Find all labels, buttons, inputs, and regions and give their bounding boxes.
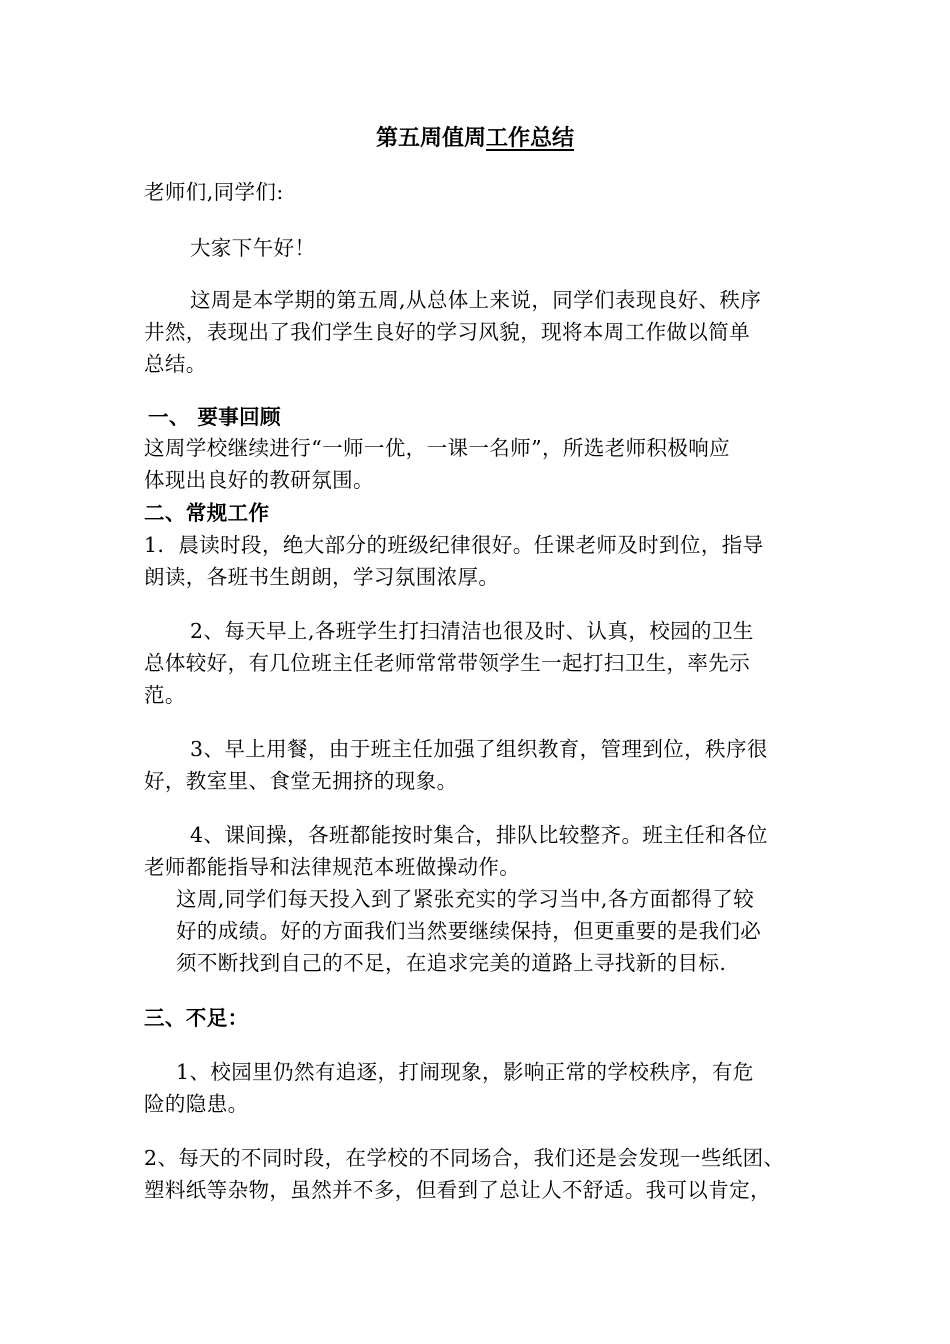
section-2-item-3-line-2: 好，教室里、食堂无拥挤的现象。 — [144, 769, 458, 793]
salutation: 老师们,同学们: — [144, 180, 284, 204]
section-3-heading: 三、不足： — [144, 1006, 249, 1030]
section-2-item-2-line-2: 总体较好，有几位班主任老师常常带领学生一起打扫卫生，率先示 — [144, 651, 751, 675]
section-1-line-1: 这周学校继续进行“一师一优，一课一名师”，所选老师积极响应 — [144, 436, 731, 460]
section-1-heading: 一、 要事回顾 — [148, 405, 281, 429]
intro-line-1: 这周是本学期的第五周,从总体上来说，同学们表现良好、秩序 — [190, 288, 762, 312]
section-3-item-2-line-2: 塑料纸等杂物，虽然并不多，但看到了总让人不舒适。我可以肯定， — [144, 1178, 771, 1202]
intro-line-3: 总结。 — [144, 352, 207, 376]
section-2-summary-line-3: 须不断找到自己的不足，在追求完美的道路上寻找新的目标. — [176, 951, 727, 975]
section-1-line-2: 体现出良好的教研氛围。 — [144, 468, 374, 492]
section-2-item-2-line-1: 2、每天早上,各班学生打扫清洁也很及时、认真，校园的卫生 — [190, 619, 754, 643]
section-2-item-4-line-1: 4、课间操，各班都能按时集合，排队比较整齐。班主任和各位 — [190, 823, 768, 847]
section-2-item-1-line-1: 1．晨读时段，绝大部分的班级纪律很好。任课老师及时到位，指导 — [144, 533, 764, 557]
section-2-summary-line-2: 好的成绩。好的方面我们当然要继续保持，但更重要的是我们必 — [176, 919, 762, 943]
section-2-heading: 二、常规工作 — [144, 501, 270, 525]
section-2-summary-line-1: 这周,同学们每天投入到了紧张充实的学习当中,各方面都得了较 — [176, 887, 755, 911]
title-main: 第五周值周 — [375, 126, 486, 151]
section-2-item-3-line-1: 3、早上用餐，由于班主任加强了组织教育，管理到位，秩序很 — [190, 737, 768, 761]
intro-line-2: 井然，表现出了我们学生良好的学习风貌，现将本周工作做以简单 — [144, 320, 751, 344]
document-title — [0, 124, 950, 154]
section-3-item-2-line-1: 2、每天的不同时段，在学校的不同场合，我们还是会发现一些纸团、 — [144, 1146, 785, 1170]
section-3-item-1-line-1: 1、校园里仍然有追逐，打闹现象，影响正常的学校秩序，有危 — [176, 1060, 754, 1084]
section-2-item-4-line-2: 老师都能指导和法律规范本班做操动作。 — [144, 855, 521, 879]
section-3-item-1-line-2: 险的隐患。 — [144, 1092, 249, 1116]
title-underlined: 工作总结 — [486, 126, 575, 151]
section-2-item-2-line-3: 范。 — [144, 683, 186, 707]
section-2-item-1-line-2: 朗读，各班书生朗朗，学习氛围浓厚。 — [144, 565, 500, 589]
greeting: 大家下午好！ — [190, 236, 316, 260]
